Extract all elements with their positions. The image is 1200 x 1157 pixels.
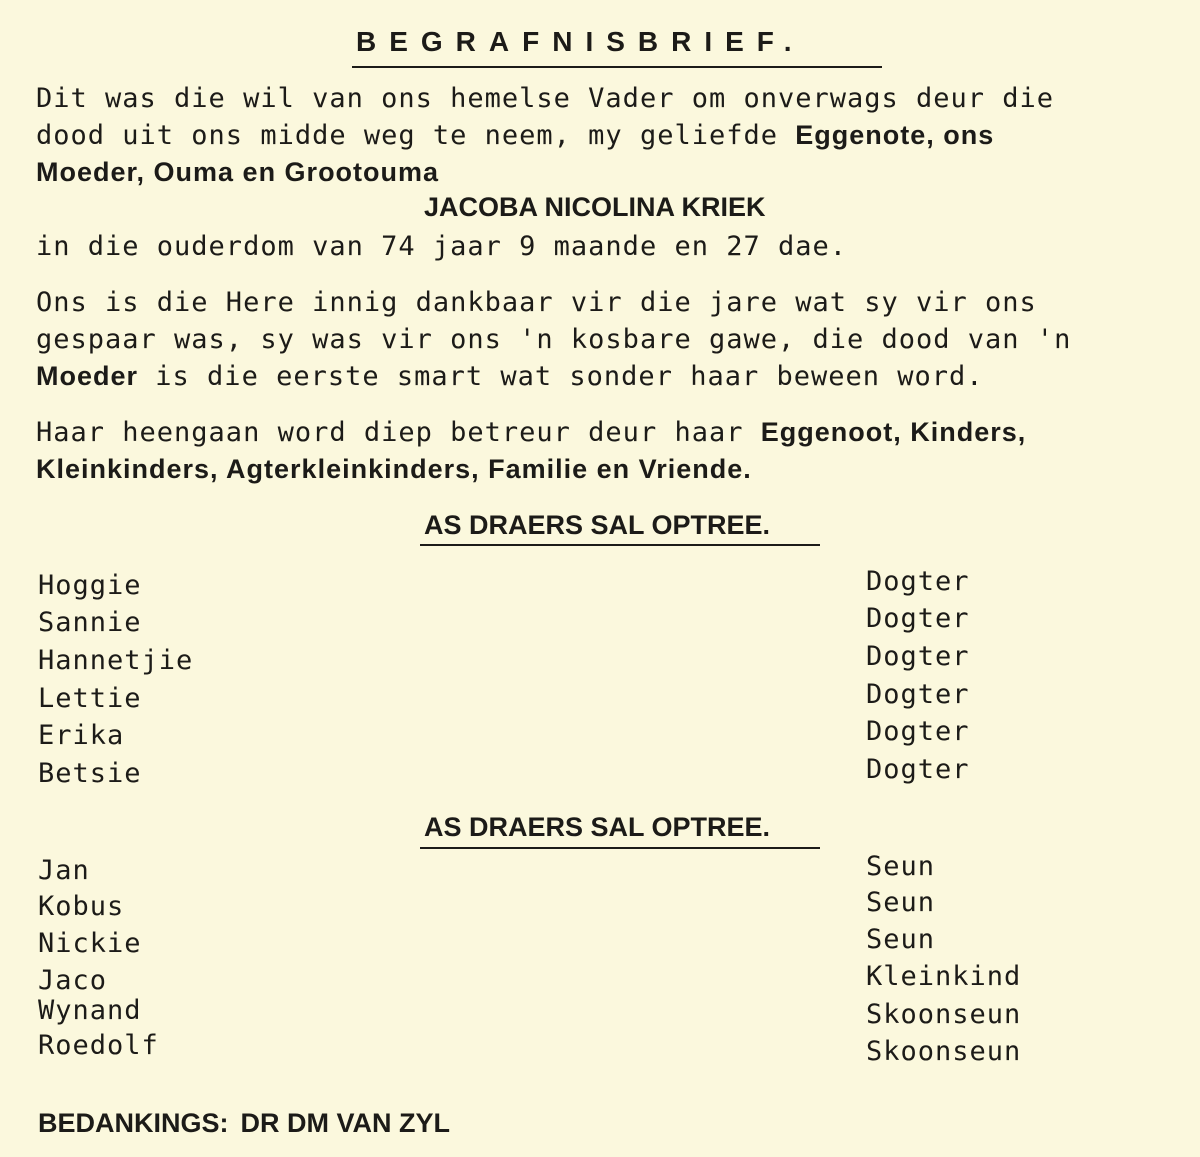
bearer-name: Wynand <box>38 995 142 1026</box>
bearer-row <box>38 1030 1138 1068</box>
bearer-role: Seun <box>866 887 936 918</box>
section-1-heading: AS DRAERS SAL OPTREE. <box>424 510 771 540</box>
bearer-name: Roedolf <box>38 1030 159 1061</box>
mourning-line-1-bold: Eggenoot, Kinders, <box>760 417 1027 447</box>
bearer-role: Dogter <box>866 716 970 747</box>
bearer-row <box>38 995 1138 1033</box>
bearer-row <box>38 679 1138 721</box>
bearer-name: Hoggie <box>38 570 142 601</box>
bearer-name: Betsie <box>38 758 142 789</box>
bearer-row <box>38 851 1138 893</box>
gratitude-line-2: gespaar was, sy was vir ons 'n kosbare gawe, die dood van 'n <box>36 324 1072 355</box>
intro-line-2 <box>36 117 1176 154</box>
bearer-name: Hannetjie <box>38 645 194 676</box>
deceased-name: JACOBA NICOLINA KRIEK <box>424 192 766 222</box>
document-title: BEGRAFNISBRIEF. <box>356 26 805 57</box>
bearer-row <box>38 887 1138 929</box>
bearer-name: Jaco <box>38 965 108 996</box>
bearer-role: Dogter <box>866 641 970 672</box>
bearer-row <box>38 716 1138 758</box>
bearer-role: Dogter <box>866 603 970 634</box>
mourning-paragraph <box>36 414 1176 488</box>
bearer-role: Dogter <box>866 566 970 597</box>
bearer-row <box>38 566 1138 608</box>
intro-line-2-bold: Eggenote, ons <box>795 120 995 150</box>
intro-line-1: Dit was die wil van ons hemelse Vader om onverwags deur die <box>36 83 1055 114</box>
section-2-heading: AS DRAERS SAL OPTREE. <box>424 812 771 842</box>
gratitude-line-3 <box>36 358 1176 395</box>
bearer-role: Dogter <box>866 754 970 785</box>
intro-paragraph <box>36 80 1176 191</box>
bearer-name: Nickie <box>38 928 142 959</box>
gratitude-line-3-text: is die eerste smart wat sonder haar beween word. <box>138 361 984 392</box>
title-underline <box>352 66 882 68</box>
acknowledgements <box>38 1108 462 1139</box>
gratitude-paragraph <box>36 284 1176 395</box>
mourning-line-1 <box>36 414 1176 451</box>
mourning-line-1-text: Haar heengaan word diep betreur deur haar <box>36 417 761 448</box>
bearer-name: Erika <box>38 720 125 751</box>
bearer-role: Skoonseun <box>866 999 1022 1030</box>
bearer-role: Skoonseun <box>866 1036 1022 1067</box>
section-1-underline <box>420 544 820 546</box>
acknowledgements-name: DR DM VAN ZYL <box>240 1108 451 1138</box>
bearer-name: Lettie <box>38 683 142 714</box>
section-2-underline <box>420 847 820 849</box>
gratitude-line-1: Ons is die Here innig dankbaar vir die jare wat sy vir ons <box>36 287 1037 318</box>
acknowledgements-label: BEDANKINGS: <box>38 1108 229 1138</box>
intro-line-3: Moeder, Ouma en Grootouma <box>36 157 440 187</box>
bearer-row <box>38 603 1138 645</box>
bearer-name: Jan <box>38 855 90 886</box>
bearer-role: Seun <box>866 851 936 882</box>
bearer-row <box>38 641 1138 683</box>
bearer-name: Kobus <box>38 891 125 922</box>
intro-line-2-text: dood uit ons midde weg te neem, my geliefde <box>36 120 796 151</box>
bearer-name: Sannie <box>38 607 142 638</box>
bearer-role: Dogter <box>866 679 970 710</box>
bearer-row <box>38 754 1138 796</box>
age-line: in die ouderdom van 74 jaar 9 maande en 27 dae. <box>36 231 848 262</box>
bearer-role: Seun <box>866 924 936 955</box>
bearer-role: Kleinkind <box>866 961 1022 992</box>
gratitude-line-3-bold: Moeder <box>36 361 139 391</box>
mourning-line-2: Kleinkinders, Agterkleinkinders, Familie en Vriende. <box>36 454 752 484</box>
